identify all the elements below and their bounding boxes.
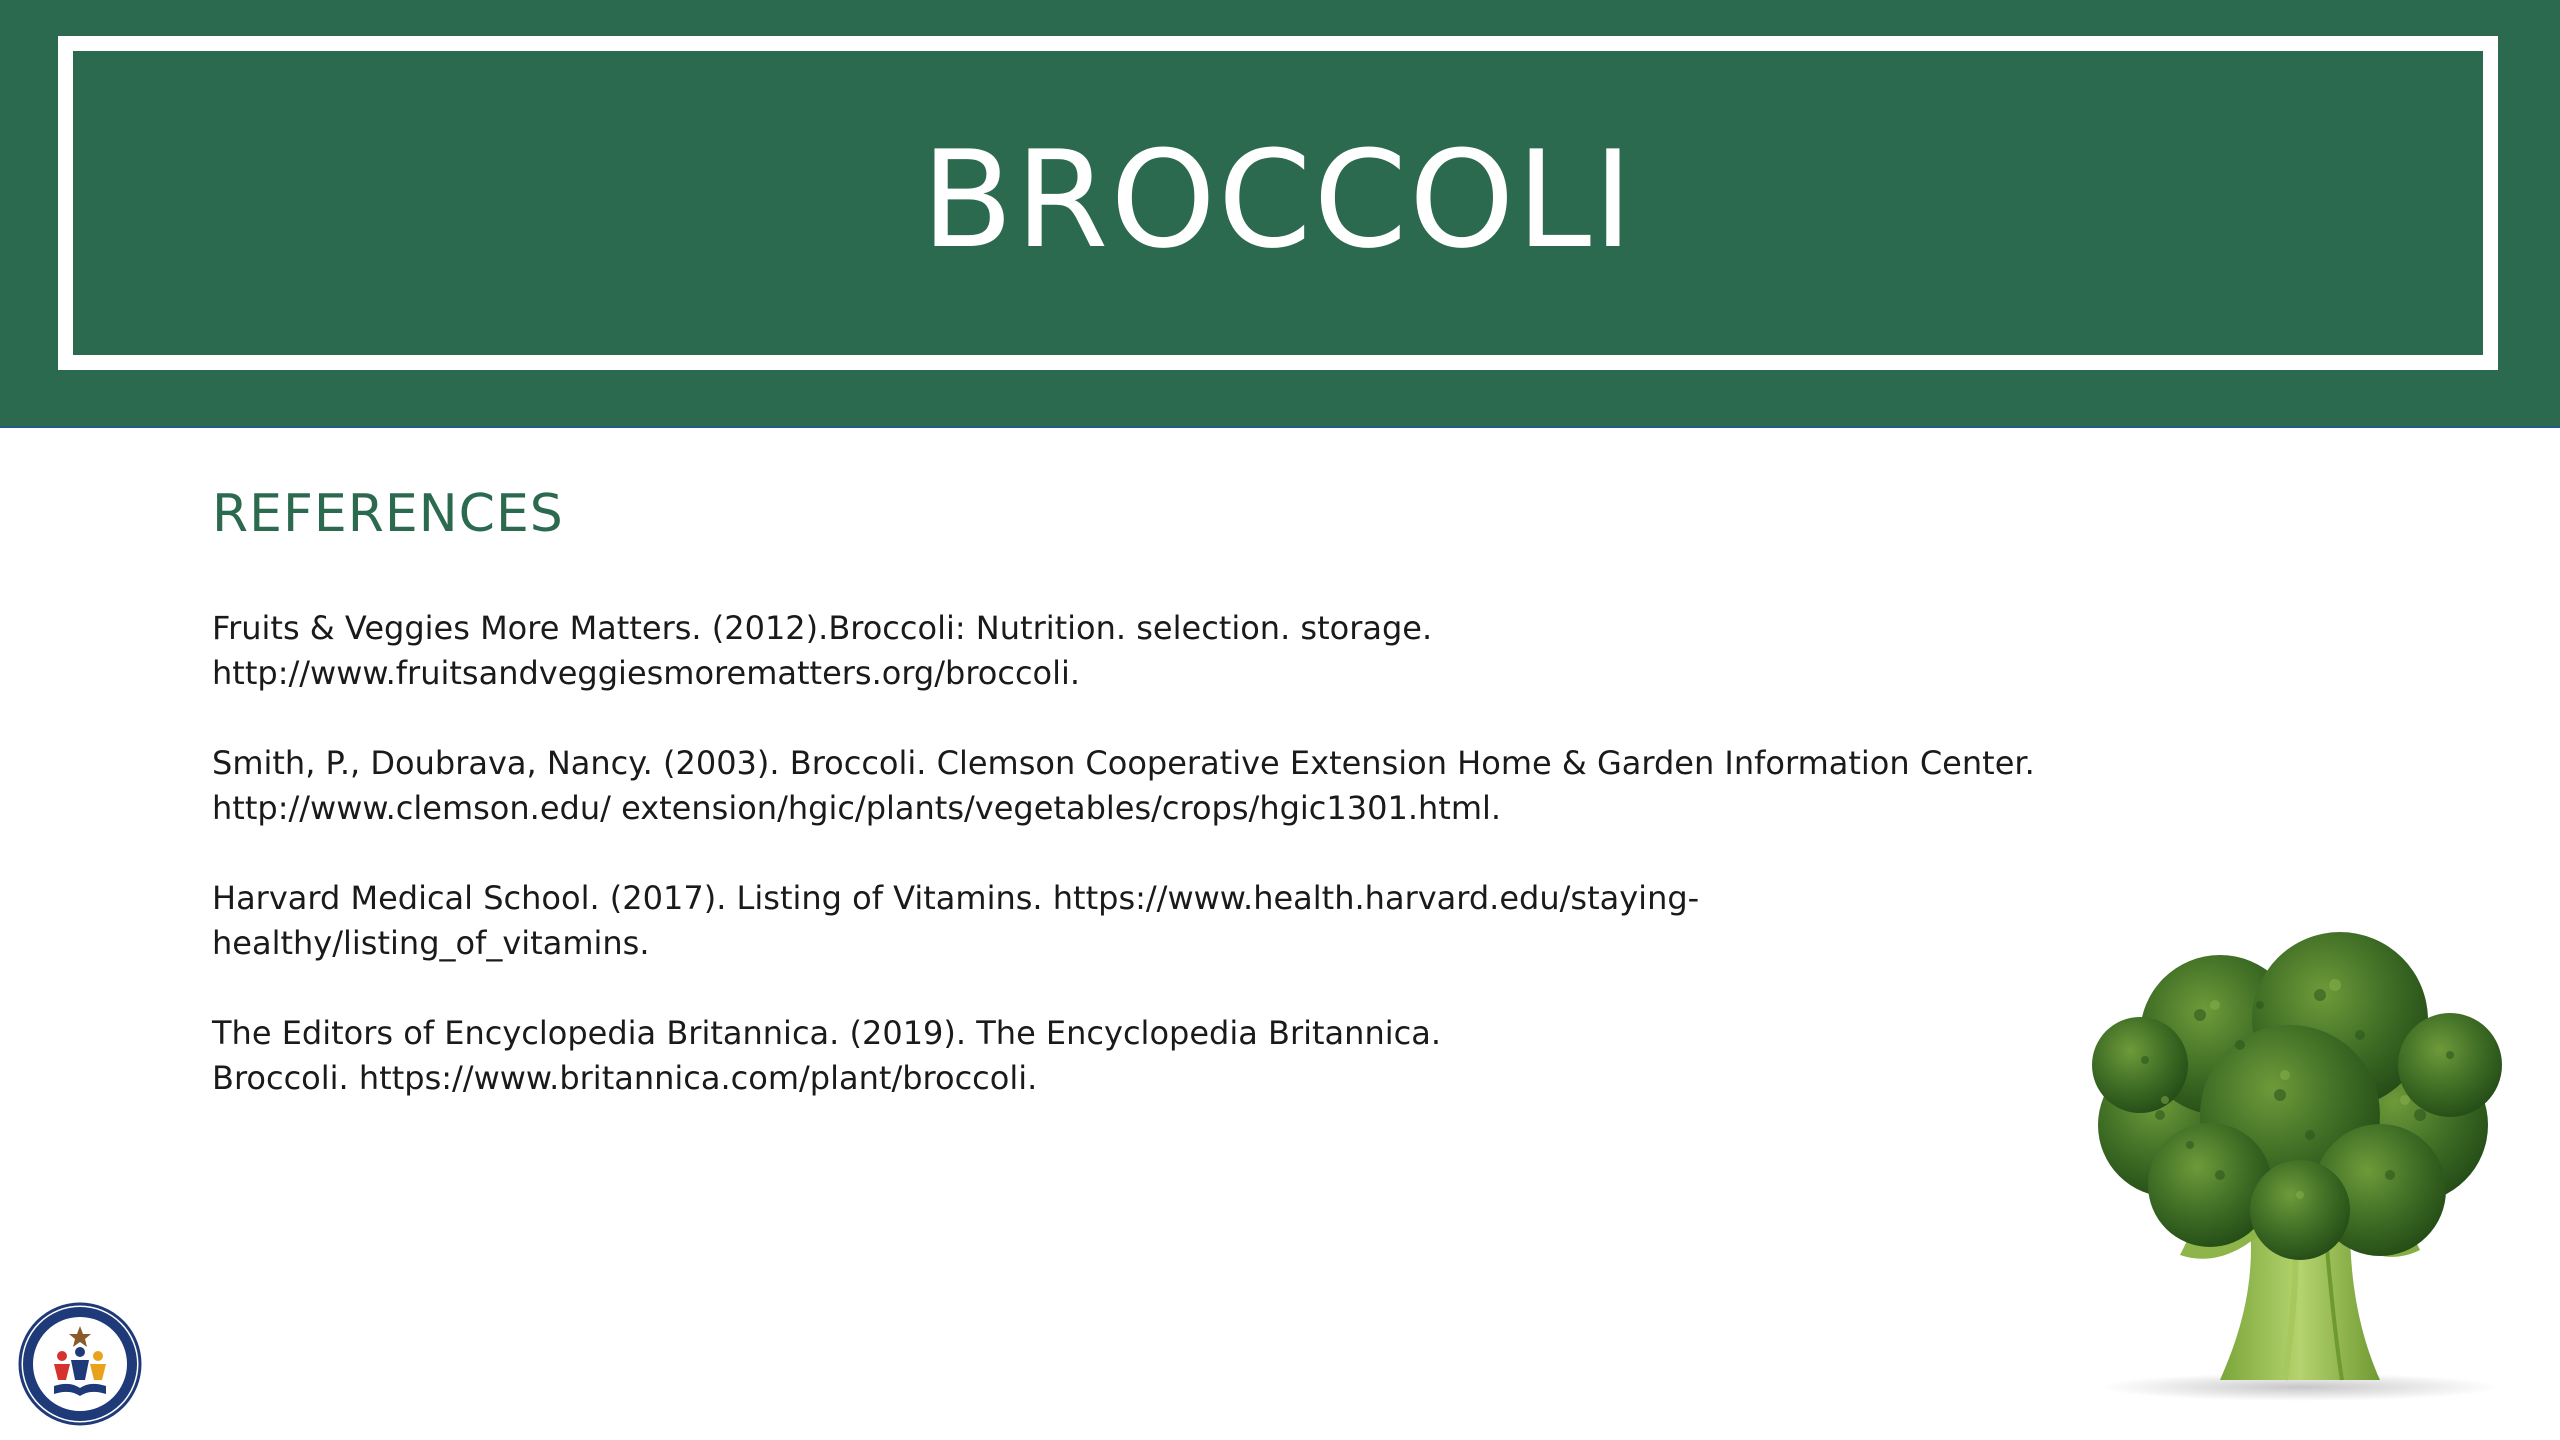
reference-line: http://www.fruitsandveggiesmorematters.org/broccoli. xyxy=(212,654,1081,692)
reference-item xyxy=(212,1011,2032,1101)
reference-line: Fruits & Veggies More Matters. (2012).Broccoli: Nutrition. selection. storage. xyxy=(212,609,1433,647)
reference-item xyxy=(212,741,2035,831)
reference-line: Harvard Medical School. (2017). Listing of Vitamins. https://www.health.harvard.edu/staying- xyxy=(212,879,1700,917)
arizona-department-of-education-seal xyxy=(18,1302,142,1426)
reference-item xyxy=(212,876,2032,966)
slide-title: BROCCOLI xyxy=(921,122,1635,278)
reference-line: The Editors of Encyclopedia Britannica. (2019). The Encyclopedia Britannica. xyxy=(212,1014,1441,1052)
reference-item xyxy=(212,606,2032,696)
reference-line: Smith, P., Doubrava, Nancy. (2003). Broccoli. Clemson Cooperative Extension Home & Garden Information Center. xyxy=(212,744,2035,782)
reference-line: healthy/listing_of_vitamins. xyxy=(212,924,650,962)
title-frame xyxy=(58,36,2498,370)
broccoli-image xyxy=(2050,925,2530,1405)
references-list xyxy=(212,606,2035,1146)
header-band xyxy=(0,0,2560,428)
reference-line: http://www.clemson.edu/ extension/hgic/plants/vegetables/crops/hgic1301.html. xyxy=(212,789,1502,827)
reference-line: Broccoli. https://www.britannica.com/plant/broccoli. xyxy=(212,1059,1038,1097)
section-heading: REFERENCES xyxy=(212,484,564,544)
